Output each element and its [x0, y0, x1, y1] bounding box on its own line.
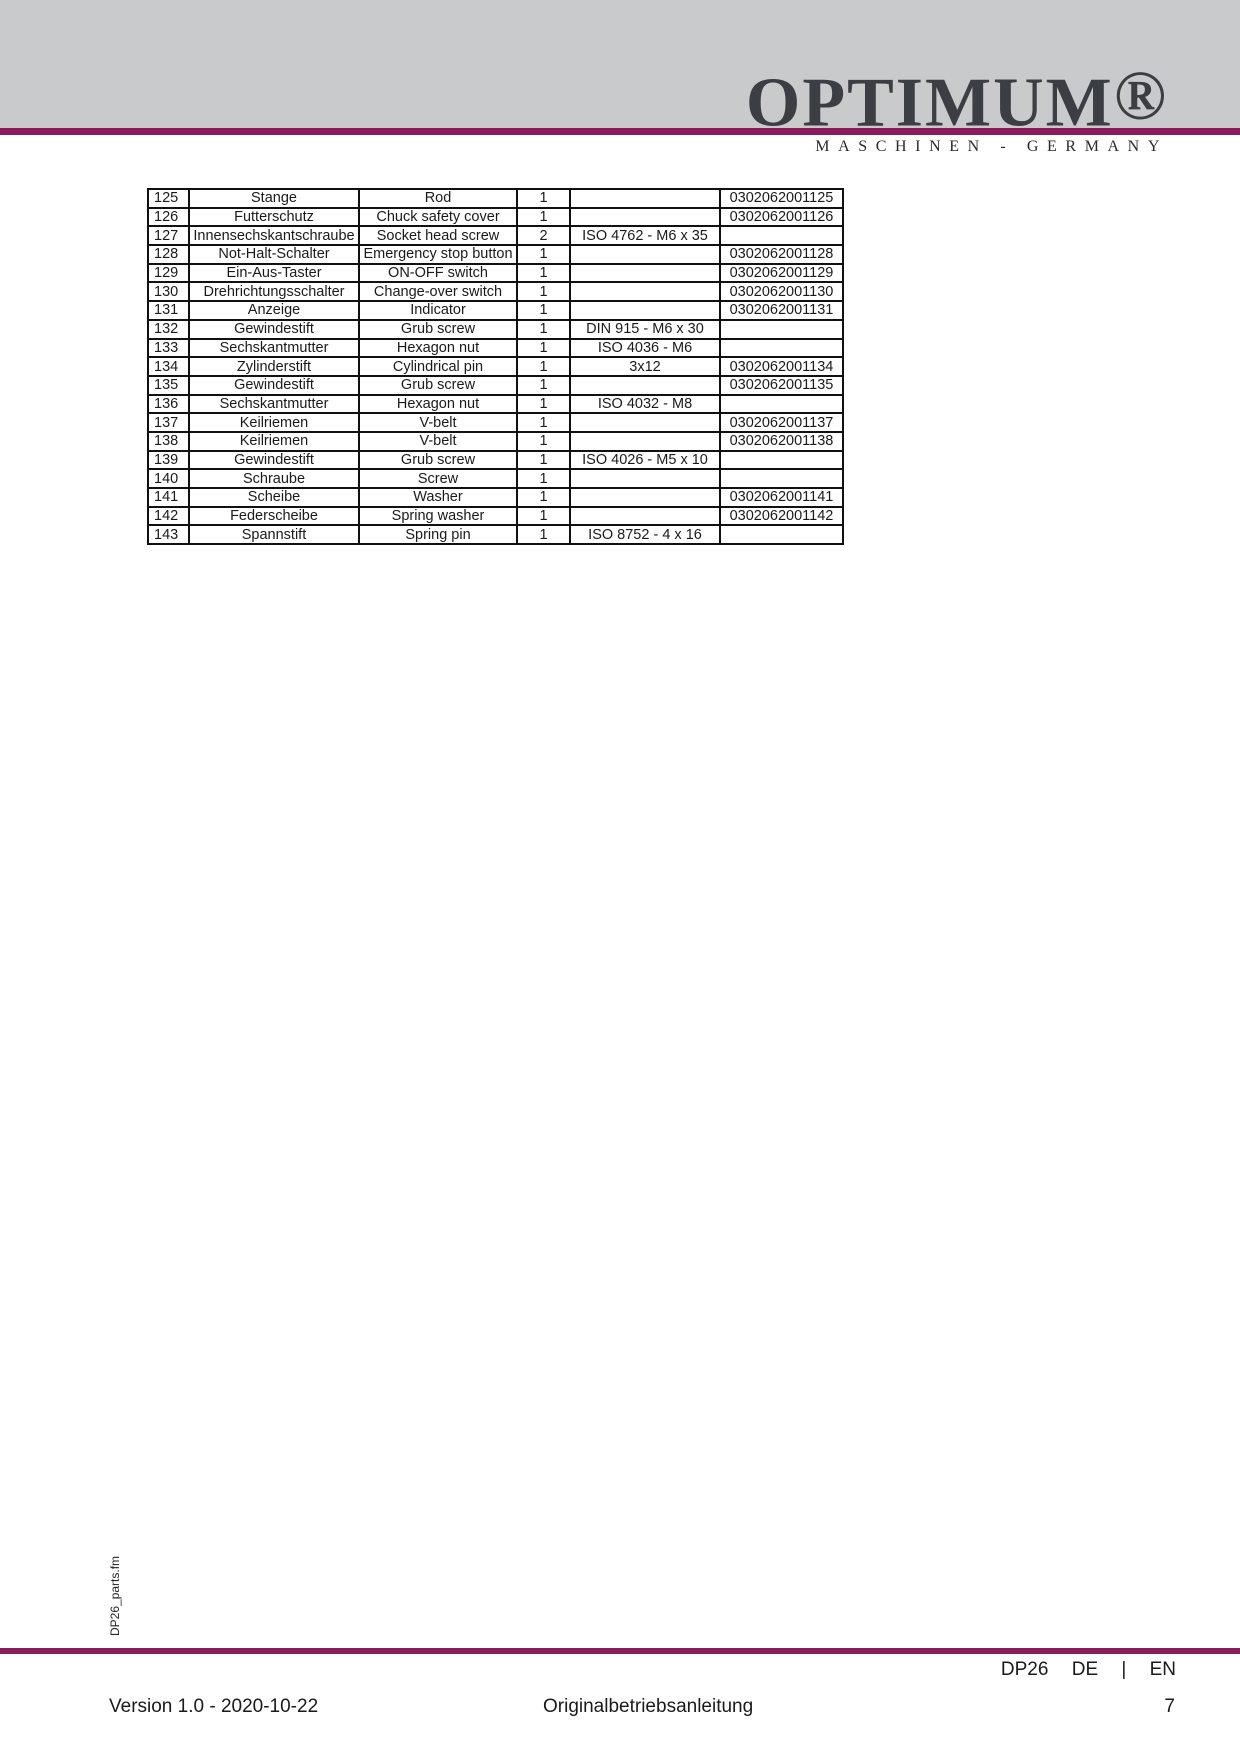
article-number-cell: 0302062001137 [720, 413, 843, 432]
german-name-cell: Anzeige [189, 301, 359, 320]
article-number-cell: 0302062001134 [720, 357, 843, 376]
size-cell: ISO 4036 - M6 [570, 339, 720, 358]
article-number-cell: 0302062001129 [720, 264, 843, 283]
table-row [148, 339, 843, 358]
table-row [148, 282, 843, 301]
brand-logo [745, 58, 1168, 142]
size-cell [570, 208, 720, 227]
position-cell: 136 [148, 395, 189, 414]
article-number-cell: 0302062001135 [720, 376, 843, 395]
article-number-cell [720, 525, 843, 544]
size-cell: 3x12 [570, 357, 720, 376]
english-name-cell: Grub screw [359, 376, 517, 395]
article-number-cell: 0302062001126 [720, 208, 843, 227]
quantity-cell: 1 [517, 320, 570, 339]
footer-doc-code: DP26 [1000, 1659, 1049, 1680]
position-cell: 133 [148, 339, 189, 358]
table-row [148, 376, 843, 395]
article-number-cell: 0302062001142 [720, 507, 843, 526]
position-cell: 142 [148, 507, 189, 526]
table-row [148, 507, 843, 526]
table-row [148, 488, 843, 507]
quantity-cell: 1 [517, 488, 570, 507]
article-number-cell: 0302062001141 [720, 488, 843, 507]
footer-doc-info [1001, 1659, 1176, 1681]
quantity-cell: 1 [517, 264, 570, 283]
footer-version: Version 1.0 - 2020-10-22 [109, 1696, 319, 1717]
table-row [148, 189, 843, 208]
article-number-cell [720, 320, 843, 339]
english-name-cell: Grub screw [359, 320, 517, 339]
position-cell: 137 [148, 413, 189, 432]
english-name-cell: Screw [359, 469, 517, 488]
german-name-cell: Schraube [189, 469, 359, 488]
german-name-cell: Scheibe [189, 488, 359, 507]
german-name-cell: Federscheibe [189, 507, 359, 526]
quantity-cell: 1 [517, 282, 570, 301]
position-cell: 131 [148, 301, 189, 320]
german-name-cell: Futterschutz [189, 208, 359, 227]
position-cell: 126 [148, 208, 189, 227]
german-name-cell: Gewindestift [189, 451, 359, 470]
quantity-cell: 1 [517, 525, 570, 544]
size-cell: ISO 4762 - M6 x 35 [570, 226, 720, 245]
english-name-cell: V-belt [359, 432, 517, 451]
size-cell: ISO 4032 - M8 [570, 395, 720, 414]
position-cell: 129 [148, 264, 189, 283]
parts-table [147, 188, 844, 545]
article-number-cell [720, 339, 843, 358]
position-cell: 140 [148, 469, 189, 488]
position-cell: 132 [148, 320, 189, 339]
table-row [148, 264, 843, 283]
table-row [148, 208, 843, 227]
brand-tagline: MASCHINEN - GERMANY [815, 138, 1168, 155]
english-name-cell: Spring pin [359, 525, 517, 544]
german-name-cell: Sechskantmutter [189, 339, 359, 358]
quantity-cell: 1 [517, 469, 570, 488]
table-row [148, 395, 843, 414]
quantity-cell: 1 [517, 189, 570, 208]
article-number-cell [720, 469, 843, 488]
position-cell: 143 [148, 525, 189, 544]
article-number-cell [720, 451, 843, 470]
size-cell [570, 488, 720, 507]
footer-page-number: 7 [1164, 1696, 1175, 1717]
position-cell: 139 [148, 451, 189, 470]
size-cell [570, 507, 720, 526]
german-name-cell: Keilriemen [189, 413, 359, 432]
english-name-cell: Hexagon nut [359, 395, 517, 414]
table-row [148, 413, 843, 432]
article-number-cell: 0302062001138 [720, 432, 843, 451]
quantity-cell: 1 [517, 301, 570, 320]
quantity-cell: 2 [517, 226, 570, 245]
english-name-cell: ON-OFF switch [359, 264, 517, 283]
german-name-cell: Spannstift [189, 525, 359, 544]
article-number-cell [720, 226, 843, 245]
german-name-cell: Stange [189, 189, 359, 208]
english-name-cell: Chuck safety cover [359, 208, 517, 227]
german-name-cell: Sechskantmutter [189, 395, 359, 414]
english-name-cell: Emergency stop button [359, 245, 517, 264]
position-cell: 125 [148, 189, 189, 208]
side-file-name: DP26_parts.fm [108, 1555, 122, 1636]
size-cell: ISO 4026 - M5 x 10 [570, 451, 720, 470]
english-name-cell: Hexagon nut [359, 339, 517, 358]
table-row [148, 226, 843, 245]
german-name-cell: Innensechskantschraube [189, 226, 359, 245]
article-number-cell [720, 395, 843, 414]
english-name-cell: Spring washer [359, 507, 517, 526]
size-cell [570, 469, 720, 488]
table-row [148, 357, 843, 376]
parts-table-body [148, 189, 843, 544]
footer-title: Originalbetriebsanleitung [543, 1696, 754, 1717]
table-row [148, 245, 843, 264]
position-cell: 141 [148, 488, 189, 507]
size-cell: DIN 915 - M6 x 30 [570, 320, 720, 339]
english-name-cell: V-belt [359, 413, 517, 432]
german-name-cell: Gewindestift [189, 376, 359, 395]
quantity-cell: 1 [517, 376, 570, 395]
german-name-cell: Ein-Aus-Taster [189, 264, 359, 283]
quantity-cell: 1 [517, 208, 570, 227]
size-cell [570, 282, 720, 301]
article-number-cell: 0302062001131 [720, 301, 843, 320]
english-name-cell: Change-over switch [359, 282, 517, 301]
article-number-cell: 0302062001130 [720, 282, 843, 301]
german-name-cell: Gewindestift [189, 320, 359, 339]
german-name-cell: Not-Halt-Schalter [189, 245, 359, 264]
table-row [148, 432, 843, 451]
english-name-cell: Washer [359, 488, 517, 507]
table-row [148, 525, 843, 544]
size-cell [570, 376, 720, 395]
size-cell [570, 413, 720, 432]
position-cell: 128 [148, 245, 189, 264]
position-cell: 138 [148, 432, 189, 451]
table-row [148, 451, 843, 470]
size-cell [570, 245, 720, 264]
size-cell [570, 264, 720, 283]
table-row [148, 320, 843, 339]
english-name-cell: Rod [359, 189, 517, 208]
english-name-cell: Grub screw [359, 451, 517, 470]
german-name-cell: Zylinderstift [189, 357, 359, 376]
quantity-cell: 1 [517, 357, 570, 376]
quantity-cell: 1 [517, 339, 570, 358]
position-cell: 127 [148, 226, 189, 245]
quantity-cell: 1 [517, 413, 570, 432]
position-cell: 130 [148, 282, 189, 301]
english-name-cell: Indicator [359, 301, 517, 320]
table-row [148, 469, 843, 488]
size-cell [570, 432, 720, 451]
table-row [148, 301, 843, 320]
position-cell: 134 [148, 357, 189, 376]
article-number-cell: 0302062001125 [720, 189, 843, 208]
size-cell [570, 301, 720, 320]
german-name-cell: Drehrichtungsschalter [189, 282, 359, 301]
size-cell: ISO 8752 - 4 x 16 [570, 525, 720, 544]
brand-name: OPTIMUM [745, 64, 1114, 142]
footer-languages: DE | EN [1071, 1659, 1176, 1680]
quantity-cell: 1 [517, 507, 570, 526]
footer-rule [0, 1648, 1240, 1654]
article-number-cell: 0302062001128 [720, 245, 843, 264]
quantity-cell: 1 [517, 432, 570, 451]
german-name-cell: Keilriemen [189, 432, 359, 451]
english-name-cell: Cylindrical pin [359, 357, 517, 376]
quantity-cell: 1 [517, 245, 570, 264]
size-cell [570, 189, 720, 208]
quantity-cell: 1 [517, 395, 570, 414]
quantity-cell: 1 [517, 451, 570, 470]
english-name-cell: Socket head screw [359, 226, 517, 245]
position-cell: 135 [148, 376, 189, 395]
registered-mark: ® [1113, 58, 1168, 135]
